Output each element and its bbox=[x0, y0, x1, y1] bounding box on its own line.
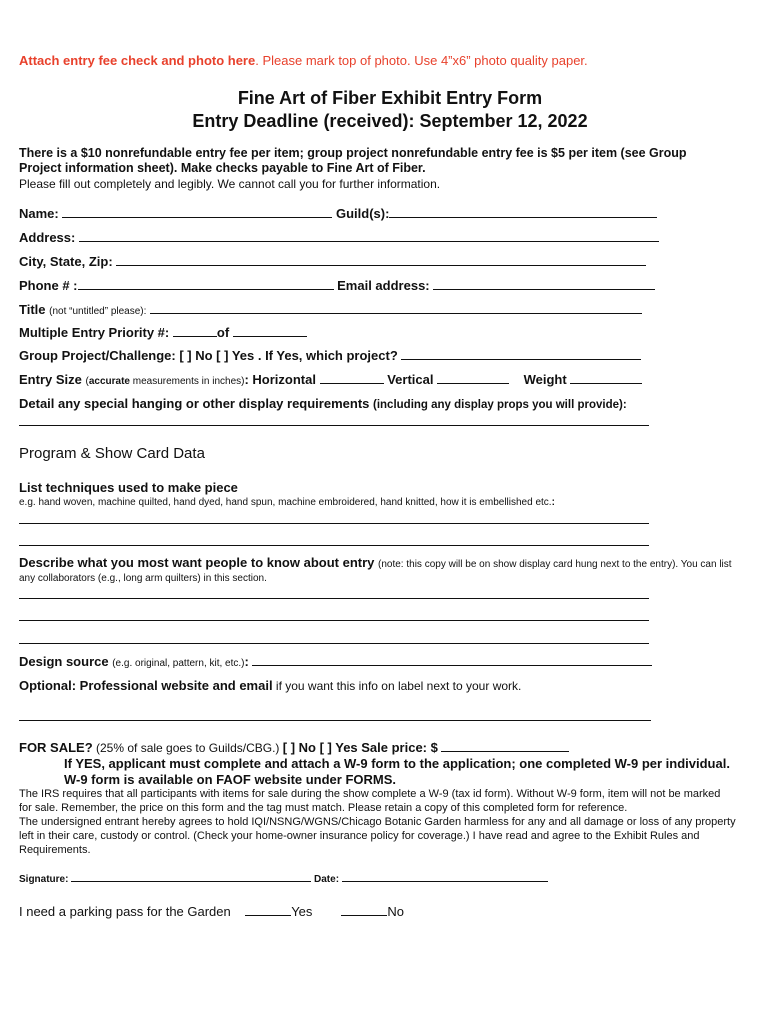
group-project-label[interactable]: Group Project/Challenge: [ ] No [ ] Yes . If Yes, which project? bbox=[19, 348, 398, 363]
email-label: Email address: bbox=[337, 278, 430, 293]
horizontal-label: : Horizontal bbox=[244, 372, 316, 387]
name-row bbox=[19, 206, 657, 222]
describe-note: (note: this copy will be on show display card hung next to the entry). You can list bbox=[378, 559, 732, 570]
entry-deadline: Entry Deadline (received): September 12, 2022 bbox=[192, 111, 588, 131]
parking-no-label: No bbox=[387, 904, 404, 919]
optional-note: if you want this info on label next to your work. bbox=[272, 679, 522, 693]
program-heading: Program & Show Card Data bbox=[19, 445, 205, 462]
weight-label: Weight bbox=[523, 372, 567, 387]
optional-row bbox=[19, 678, 521, 694]
w9-requirement-line1: If YES, applicant must complete and attach a W-9 form to the application; one completed W-9 per individual. bbox=[64, 756, 730, 771]
phone-label: Phone # : bbox=[19, 278, 78, 293]
w9-requirement-line2: W-9 form is available on FAOF website under FORMS. bbox=[64, 772, 397, 787]
fee-text-line1: There is a $10 nonrefundable entry fee per item; group project nonrefundable entry fee is $5 per item (see Group bbox=[19, 146, 687, 160]
for-sale-label: FOR SALE? bbox=[19, 740, 93, 755]
parking-label: I need a parking pass for the Garden bbox=[19, 904, 231, 919]
city-row bbox=[19, 254, 646, 270]
group-project-row bbox=[19, 348, 641, 364]
priority-number-field[interactable] bbox=[173, 325, 217, 337]
design-source-label: Design source bbox=[19, 654, 109, 669]
date-label: Date: bbox=[314, 874, 340, 885]
liability-text-line2: left in their care, custody or control. (Check your home-owner insurance policy for coverage.) I have read and agree to the Exhibit Rules and bbox=[19, 830, 700, 842]
name-label: Name: bbox=[19, 206, 59, 221]
priority-row bbox=[19, 325, 307, 341]
describe-field-1[interactable] bbox=[19, 598, 649, 599]
priority-label: Multiple Entry Priority #: bbox=[19, 325, 170, 340]
date-field[interactable] bbox=[342, 873, 548, 882]
group-project-field[interactable] bbox=[401, 348, 641, 360]
priority-total-field[interactable] bbox=[233, 325, 307, 337]
design-source-note: (e.g. original, pattern, kit, etc.) bbox=[112, 658, 245, 669]
phone-field[interactable] bbox=[78, 278, 334, 290]
techniques-field-2[interactable] bbox=[19, 545, 649, 546]
title-row bbox=[19, 302, 642, 320]
entry-size-note: (accurate measurements in inches) bbox=[85, 376, 245, 387]
entry-size-row bbox=[19, 372, 642, 390]
design-source-row: Design source (e.g. original, pattern, kit, etc.): bbox=[19, 654, 652, 672]
parking-row bbox=[19, 904, 404, 920]
vertical-field[interactable] bbox=[437, 372, 509, 384]
irs-text-line2: for sale. Remember, the price on this form and the tag must match. Please retain a copy of this completed form for reference. bbox=[19, 802, 628, 814]
describe-label: Describe what you most want people to know about entry bbox=[19, 555, 375, 570]
address-label: Address: bbox=[19, 230, 76, 245]
optional-label: Optional: Professional website and email bbox=[19, 678, 273, 693]
techniques-field-1[interactable] bbox=[19, 523, 649, 524]
weight-field[interactable] bbox=[570, 372, 642, 384]
address-row bbox=[19, 230, 659, 246]
techniques-label: List techniques used to make piece bbox=[19, 480, 238, 495]
attach-instruction bbox=[19, 53, 588, 69]
address-field[interactable] bbox=[79, 230, 659, 242]
attach-instruction-rest: . Please mark top of photo. Use 4”x6” photo quality paper. bbox=[255, 53, 588, 68]
liability-text-line1: The undersigned entrant hereby agrees to hold IQI/NSNG/WGNS/Chicago Botanic Garden harmless for any and all damage or loss of any property bbox=[19, 816, 736, 828]
describe-field-3[interactable] bbox=[19, 643, 649, 644]
city-field[interactable] bbox=[116, 254, 646, 266]
fee-text-line2: Project information sheet). Make checks payable to Fine Art of Fiber. bbox=[19, 161, 426, 175]
form-title: Fine Art of Fiber Exhibit Entry Form bbox=[237, 88, 543, 108]
describe-note-line2: any collaborators (e.g., long arm quilters) in this section. bbox=[19, 573, 267, 584]
vertical-label: Vertical bbox=[387, 372, 434, 387]
techniques-example: e.g. hand woven, machine quilted, hand dyed, hand spun, machine embroidered, hand knitted, how it is embellished etc.: bbox=[19, 497, 555, 508]
detail-row bbox=[19, 396, 627, 413]
email-field[interactable] bbox=[433, 278, 655, 290]
guilds-label: Guild(s): bbox=[336, 206, 390, 221]
city-label: City, State, Zip: bbox=[19, 254, 113, 269]
parking-yes-label: Yes bbox=[291, 904, 313, 919]
priority-of: of bbox=[216, 325, 230, 340]
website-field[interactable] bbox=[19, 720, 651, 721]
describe-field-2[interactable] bbox=[19, 620, 649, 621]
for-sale-row bbox=[19, 740, 569, 756]
design-source-field[interactable] bbox=[252, 654, 652, 666]
signature-row bbox=[19, 872, 548, 888]
fill-instructions: Please fill out completely and legibly. We cannot call you for further information. bbox=[19, 177, 441, 191]
parking-no-field[interactable] bbox=[341, 904, 387, 916]
detail-field[interactable] bbox=[19, 425, 649, 426]
title-label: Title bbox=[19, 302, 46, 317]
guilds-field[interactable] bbox=[389, 206, 657, 218]
phone-row bbox=[19, 278, 655, 294]
title-note: (not “untitled” please): bbox=[49, 306, 147, 317]
name-field[interactable] bbox=[62, 206, 332, 218]
signature-field[interactable] bbox=[71, 873, 311, 882]
detail-note: (including any display props you will provide): bbox=[373, 399, 627, 411]
for-sale-options[interactable]: [ ] No [ ] Yes Sale price: $ bbox=[282, 740, 438, 755]
irs-text-line1: The IRS requires that all participants with items for sale during the show complete a W-9 (tax id form). Without W-9 form, item will not be marked bbox=[19, 788, 721, 800]
horizontal-field[interactable] bbox=[320, 372, 384, 384]
for-sale-note: (25% of sale goes to Guilds/CBG.) bbox=[92, 741, 283, 755]
title-field[interactable] bbox=[150, 302, 642, 314]
signature-label: Signature: bbox=[19, 874, 69, 885]
attach-instruction-bold: Attach entry fee check and photo here bbox=[19, 53, 256, 68]
liability-text-line3: Requirements. bbox=[19, 844, 91, 856]
sale-price-field[interactable] bbox=[441, 740, 569, 752]
parking-yes-field[interactable] bbox=[245, 904, 291, 916]
detail-label: Detail any special hanging or other display requirements bbox=[19, 396, 370, 411]
entry-size-label: Entry Size bbox=[19, 372, 82, 387]
